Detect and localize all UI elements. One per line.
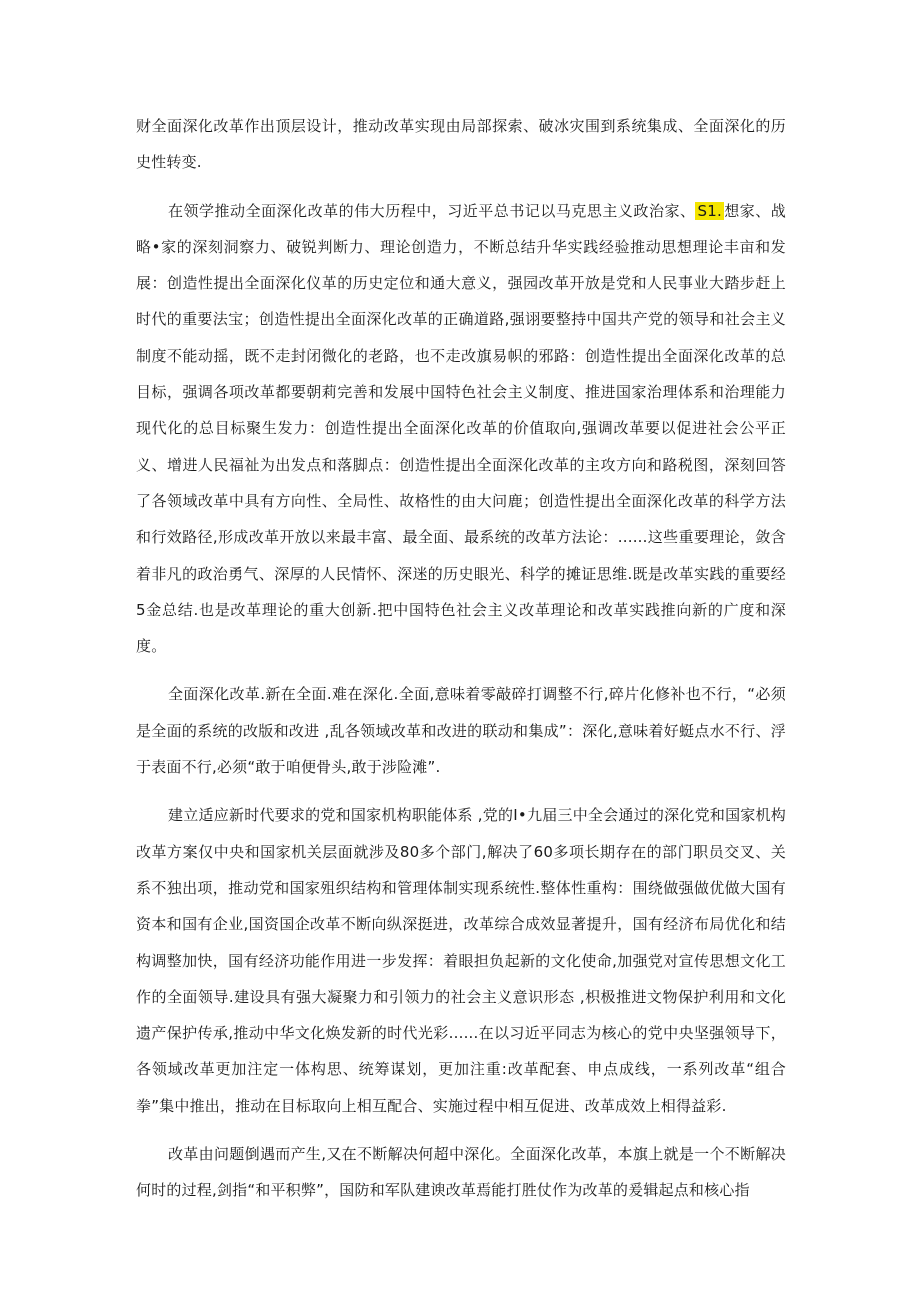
paragraph-3-text: 全面深化改革.新在全面.难在深化.全面,意味着零敲碎打调整不行,碎片化修补也不行，“必须是全面的系统的改版和改进 ,乱各领域改革和改进的联动和集成”：深化,意味着好蜓点水不行、浮于表面不行,必须“敢于咱便骨头,敢于涉险滩”. [136,685,786,777]
paragraph-4 [136,797,786,1124]
paragraph-3 [136,676,786,785]
paragraph-1-text: 财全面深化改革作出顶层设计，推动改革实现由局部探索、破冰灾围到系统集成、全面深化的历史性转变. [136,117,786,172]
paragraph-2-text-rest: 想家、战略•家的深刻洞察力、破锐判断力、理论创造力，不断总结升华实践经验推动思想理论丰亩和发展：创造性提出全面深化仪革的历史定位和通大意义，强园改革开放是党和人民事业大踏步赶上时代的重要法宝；创造性提出全面深化改革的正确道路,强诩要整持中国共产党的领导和社会主义制度不能动摇，既不走封闭微化的老路，也不走改旗易帜的邪路：创造性提出全面深化改革的总目标，强调各项改革都要朝莉完善和发展中国特色社会主义制度、推进国家治理体系和治理能力现代化的总目标聚生发力：创造性提出全面深化改革的价值取向,强调改革要以促进社会公平正义、增进人民福祉为出发点和落脚点：创造性提出全面深化改革的主攻方向和路税图，深刻回答了各领域改革中具有方向性、全局性、故格性的由大问鹿；创造性提出全面深化改革的科学方法和行效路径,形成改革开放以来最丰富、最全面、最系统的改革方法论：......这些重要理论，敛含着非凡的政治勇气、深厚的人民情怀、深迷的历史眼光、科学的摊证思维.既是改革实践的重要经5金总结.也是改革理论的重大创新.把中国特色社会主义改革理论和改革实践推向新的广度和深度。 [136,201,786,656]
paragraph-5 [136,1136,786,1209]
paragraph-4-text: 建立适应新时代要求的党和国家机构职能体系 ,党的I•九届三中全会通过的深化党和国家机构改革方案仅中央和国家机关层面就涉及80多个部门,解决了60多项长期存在的部门职员交叉、关系不独出项，推动党和国家殂织结构和管理体制实现系统性.整体性重构：围绕做强做优做大国有资本和国有企业,国资国企改革不断向纵深挺进，改革综合成效显著提升，国有经济布局优化和结构调整加快，国有经济功能作用进一步发挥：着眼担负起新的文化使命,加强党对宣传思想文化工作的全面领导.建设具有强大凝聚力和引领力的社会主义意识形态 ,枳极推进文物保护利用和文化遗产保护传承,推动中华文化焕发新的时代光彩......在以习近平同志为核心的党中央坚强领导下，各领域改革更加注定一体构思、统筹谋划，更加注重:改革配套、申点成线，一系列改革“组合拳”集中推出，推动在目标取向上相互配合、实施过程中相互促进、改革成效上相得益彩. [136,806,786,1115]
paragraph-5-text: 改革由问题倒遇而产生,又在不断解决何超中深化。全面深化改革，本旗上就是一个不断解决何时的过程,剑指“和平积弊”，国防和军队建谀改革焉能打胜仗作为改革的爰辑起点和核心指 [136,1145,786,1200]
paragraph-2 [136,193,786,665]
highlighted-text: S1. [697,201,722,220]
paragraph-2-text-start: 在领学推动全面深化改革的伟大历程中，习近平总书记以马克思主义政治家、 [168,201,696,220]
document-body [136,108,786,1209]
paragraph-1 [136,108,786,181]
